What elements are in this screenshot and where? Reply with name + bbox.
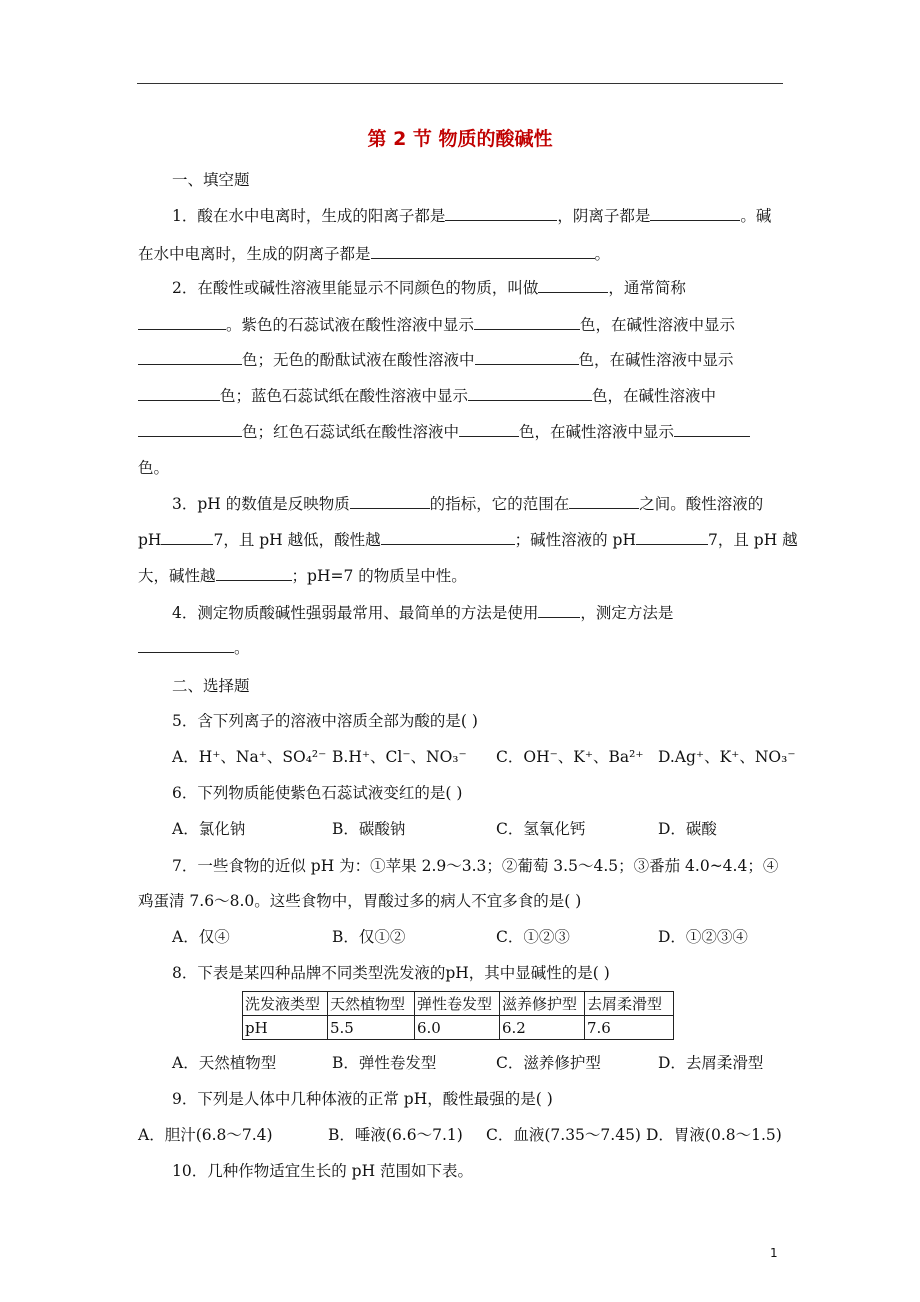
question-8-option-d: D．去屑柔滑型	[658, 1054, 764, 1072]
table-cell: 6.0	[415, 1016, 500, 1040]
question-7-option-d: D．①②③④	[658, 928, 748, 946]
question-9-option-d: D．胃液(0.8～1.5)	[646, 1126, 782, 1144]
header-rule	[137, 83, 783, 84]
shampoo-ph-table	[242, 991, 674, 1040]
table-cell: 6.2	[500, 1016, 585, 1040]
question-9-option-b: B．唾液(6.6～7.1)	[328, 1126, 463, 1144]
table-row	[243, 992, 674, 1016]
question-5-option-c: C．OH⁻、K⁺、Ba²⁺	[496, 748, 644, 766]
question-9-stem: 9．下列是人体中几种体液的正常 pH，酸性最强的是( )	[172, 1090, 553, 1108]
table-row	[243, 1016, 674, 1040]
question-3-line-2: pH 7，且 pH 越低，酸性越 ；碱性溶液的 pH 7，且 pH 越	[138, 531, 798, 549]
question-1-line-2: 在水中电离时，生成的阴离子都是 。	[138, 245, 611, 263]
question-4-line-1: 4．测定物质酸碱性强弱最常用、最简单的方法是使用 ，测定方法是	[172, 604, 674, 622]
question-9-option-a: A．胆汁(6.8～7.4)	[138, 1126, 273, 1144]
question-7-option-a: A．仅④	[172, 928, 230, 946]
table-cell: 去屑柔滑型	[585, 992, 674, 1016]
question-2-line-6: 色。	[138, 459, 170, 477]
table-cell: pH	[243, 1016, 328, 1040]
section-fill-in: 一、填空题	[172, 171, 250, 189]
question-1-line-1: 1．酸在水中电离时，生成的阳离子都是 ，阴离子都是 。碱	[172, 207, 772, 225]
question-2-line-1: 2．在酸性或碱性溶液里能显示不同颜色的物质，叫做 ，通常简称	[172, 279, 686, 297]
question-3-line-3: 大，碱性越 ；pH=7 的物质呈中性。	[138, 567, 467, 585]
question-9-option-c: C．血液(7.35～7.45)	[486, 1126, 641, 1144]
question-5-option-a: A．H⁺、Na⁺、SO₄²⁻	[172, 748, 327, 766]
question-8-stem: 8．下表是某四种品牌不同类型洗发液的pH，其中显碱性的是( )	[172, 964, 610, 982]
question-4-line-2: 。	[138, 638, 250, 658]
question-6-option-b: B．碳酸钠	[332, 820, 406, 838]
question-7-option-c: C．①②③	[496, 928, 570, 946]
table-cell: 弹性卷发型	[415, 992, 500, 1016]
question-2-line-3: 色；无色的酚酞试液在酸性溶液中 色，在碱性溶液中显示	[138, 350, 734, 370]
question-2-line-5: 色；红色石蕊试纸在酸性溶液中 色，在碱性溶液中显示	[138, 422, 750, 442]
question-2-line-2: 。紫色的石蕊试液在酸性溶液中显示 色，在碱性溶液中显示	[138, 315, 735, 335]
question-5-option-d: D.Ag⁺、K⁺、NO₃⁻	[658, 748, 796, 766]
page-title: 第 2 节 物质的酸碱性	[367, 128, 553, 150]
page-number: 1	[770, 1246, 778, 1260]
table-cell: 天然植物型	[328, 992, 415, 1016]
question-5-stem: 5．含下列离子的溶液中溶质全部为酸的是( )	[172, 712, 478, 730]
table-cell: 滋养修护型	[500, 992, 585, 1016]
question-8-option-a: A．天然植物型	[172, 1054, 277, 1072]
question-10-stem: 10．几种作物适宜生长的 pH 范围如下表。	[172, 1162, 474, 1180]
question-6-option-c: C．氢氧化钙	[496, 820, 586, 838]
question-7-line-1: 7．一些食物的近似 pH 为：①苹果 2.9～3.3；②葡萄 3.5～4.5；③番茄 4.0~4.4；④	[172, 857, 779, 875]
table-cell: 洗发液类型	[243, 992, 328, 1016]
question-2-line-4: 色；蓝色石蕊试纸在酸性溶液中显示 色，在碱性溶液中	[138, 386, 716, 406]
question-6-option-d: D．碳酸	[658, 820, 717, 838]
question-6-option-a: A．氯化钠	[172, 820, 246, 838]
question-7-option-b: B．仅①②	[332, 928, 406, 946]
question-8-option-c: C．滋养修护型	[496, 1054, 601, 1072]
question-8-option-b: B．弹性卷发型	[332, 1054, 437, 1072]
table-cell: 7.6	[585, 1016, 674, 1040]
question-7-line-2: 鸡蛋清 7.6～8.0。这些食物中，胃酸过多的病人不宜多食的是( )	[138, 892, 582, 910]
section-choice: 二、选择题	[172, 677, 250, 695]
table-cell: 5.5	[328, 1016, 415, 1040]
question-6-stem: 6．下列物质能使紫色石蕊试液变红的是( )	[172, 784, 463, 802]
question-5-option-b: B.H⁺、Cl⁻、NO₃⁻	[332, 748, 467, 766]
question-3-line-1: 3．pH 的数值是反映物质 的指标，它的范围在 之间。酸性溶液的	[172, 495, 764, 513]
